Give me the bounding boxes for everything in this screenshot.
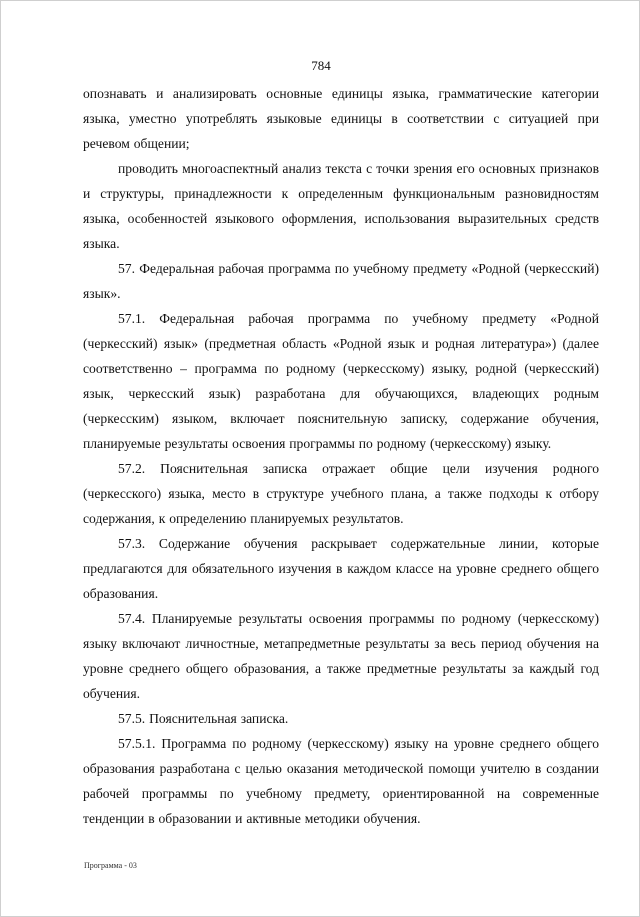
paragraph-text-analysis: проводить многоаспектный анализ текста с точки зрения его основных признаков и структуры, принадлежности к определенным функциональным разновидностям языка, особенностей языкового оформления, использования выразительных средств языка. bbox=[83, 161, 599, 251]
document-body bbox=[83, 81, 599, 831]
paragraph-section-57-2: 57.2. Пояснительная записка отражает общие цели изучения родного (черкесского) языка, место в структуре учебного плана, а также подходы к отбору содержания, к определению планируемых результатов. bbox=[83, 461, 599, 526]
paragraph-analysis-units: опознавать и анализировать основные единицы языка, грамматические категории языка, уместно употреблять языковые единицы в соответствии с ситуацией при речевом общении; bbox=[83, 86, 599, 151]
paragraph-section-57-3: 57.3. Содержание обучения раскрывает содержательные линии, которые предлагаются для обязательного изучения в каждом классе на уровне среднего общего образования. bbox=[83, 536, 599, 601]
page-footer: Программа - 03 bbox=[84, 861, 137, 870]
paragraph-section-57-1: 57.1. Федеральная рабочая программа по учебному предмету «Родной (черкесский) язык» (предметная область «Родной язык и родная литература») (далее соответственно – программа по родному (черкесскому) языку, родной (черкесский) язык, черкесский язык) разработана для обучающихся, владеющих родным (черкесским) языком, включает пояснительную записку, содержание обучения, планируемые результаты освоения программы по родному (черкесскому) языку. bbox=[83, 311, 599, 451]
paragraph-section-57-4: 57.4. Планируемые результаты освоения программы по родному (черкесскому) языку включают личностные, метапредметные результаты за весь период обучения на уровне среднего общего образования, а также предметные результаты за каждый год обучения. bbox=[83, 611, 599, 701]
paragraph-section-57-5: 57.5. Пояснительная записка. bbox=[118, 711, 289, 726]
paragraph-section-57-5-1: 57.5.1. Программа по родному (черкесскому) языку на уровне среднего общего образования разработана с целью оказания методической помощи учителю в создании рабочей программы по учебному предмету, ориентированной на современные тенденции в образовании и активные методики обучения. bbox=[83, 736, 599, 826]
paragraph-section-57: 57. Федеральная рабочая программа по учебному предмету «Родной (черкесский) язык». bbox=[83, 261, 599, 301]
page-number: 784 bbox=[311, 58, 331, 73]
